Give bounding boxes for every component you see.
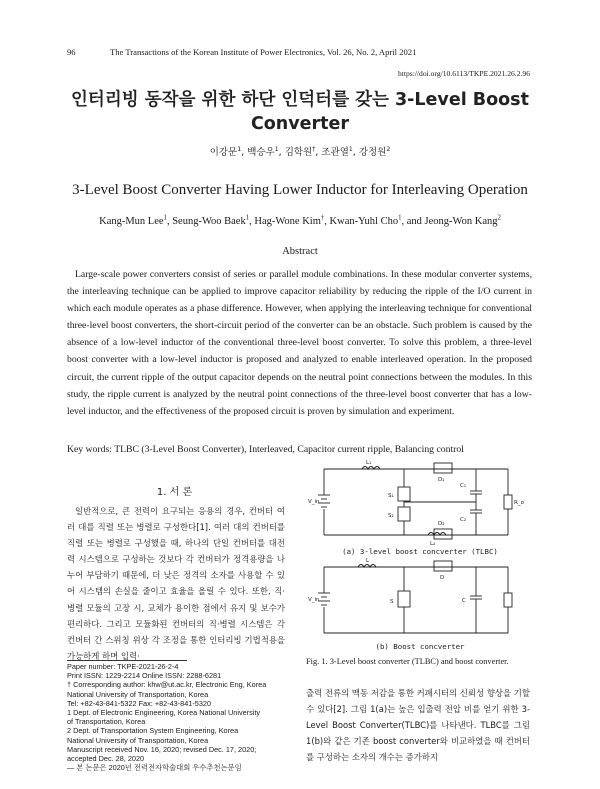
footnote-divider xyxy=(67,660,187,661)
footnote-line: of Transportation, Korea xyxy=(67,717,146,727)
label-l2: L₂ xyxy=(430,541,436,547)
tlbc-schematic xyxy=(318,463,512,539)
label-s: S xyxy=(390,599,394,605)
label-d1: D₁ xyxy=(438,477,445,483)
footnote-line: accepted Dec. 28, 2020 xyxy=(67,754,145,764)
abstract-text: Large-scale power converters consist of series or parallel module combinations. In these modular converter systems, the interleaving technique can be applied to improve capacitor reliability by reducing the ripple of the I/O current in which each module operates as a phase difference. However, when applying the interleaving technique for conventional three-level boost converters, the short-circuit period of the converter can be an obstacle. Such problem is caused by the absence of a low-level inductor of the conventional three-level boost converter. To solve this problem, a three-level boost converter with a low-level inductor is proposed and analyzed to enable interleaved operation. In the proposed circuit, the current ripple of the output capacitor depends on the neutral point connections between the modules. In this study, the ripple current is analyzed by the neutral point connections of the three-level boost converter that has a low-level inductor, and the effectiveness of the proposed circuit is proven by simulation and experiment. xyxy=(67,269,532,417)
label-v: V_in xyxy=(308,597,320,603)
author-ko: 백승우$^1$ xyxy=(247,145,279,158)
label-s2: S₂ xyxy=(388,513,394,519)
body-text-right: 출력 전류의 맥동 저감을 통한 커패시터의 신뢰성 향상을 기할 수 있다[2]. 그림 1(a)는 높은 입출력 전압 비를 얻기 위한 3-Level Boost Converter(TLBC)를 나타낸다. TLBC를 그림 1(b)와 같은 기존 boost converter와 비교하였을 때 컨버터를 구성하는 소자의 개수는 증가하지 xyxy=(306,688,530,763)
author-en: Kang-Mun Lee$^1$ xyxy=(99,214,167,227)
title-ko-line-2: Converter xyxy=(250,114,350,134)
author-ko: 이강문$^1$ xyxy=(209,145,242,158)
circuit-figure xyxy=(308,457,530,658)
page-number: 96 xyxy=(67,47,76,57)
author-en: Jeong-Won Kang$^2$ xyxy=(424,214,501,227)
footnote-line: Tel: +82-43-841-5322 Fax: +82-43-841-5320 xyxy=(67,698,212,708)
label-ro: R_o xyxy=(514,500,524,506)
doi-link[interactable]: https://doi.org/10.6113/TKPE.2021.26.2.96 xyxy=(397,69,530,78)
author-ko: 조관열$^1$ xyxy=(321,145,353,158)
keywords-text: TLBC (3-Level Boost Converter), Interleaved, Capacitor current ripple, Balancing control xyxy=(114,444,464,455)
figure-caption: Fig. 1. 3-Level boost converter (TLBC) and boost converter. xyxy=(306,657,509,666)
footnote-line: — 본 논문은 2020년 전력전자학술대회 우수추천논문임 xyxy=(67,763,242,773)
boost-labels xyxy=(308,558,466,605)
footnote-line: 1 Dept. of Electronic Engineering, Korea National University xyxy=(67,708,261,718)
authors-english: Kang-Mun Lee$^1$, Seung-Woo Baek$^1$, Hag-Wone Kim†, Kwan-Yuhl Cho$^1$, and Jeong-Won Kang$^2$ xyxy=(99,214,501,227)
author-ko: 김학원† xyxy=(284,145,316,158)
footnote-line: National University of Transportation, Korea xyxy=(67,735,209,745)
label-l1: L₁ xyxy=(366,460,372,466)
author-ko: 강정원$^2$ xyxy=(358,145,391,158)
abstract-heading: Abstract xyxy=(282,246,318,257)
paper-title-english: 3-Level Boost Converter Having Lower Inductor for Interleaving Operation xyxy=(72,182,528,198)
body-text-left: 일반적으로, 큰 전력이 요구되는 응용의 경우, 컨버터 여러 대를 직렬 또는 병렬로 구성한다[1]. 여러 대의 컨버터를 직렬 또는 병렬로 구성했을 때, 하나의 단일 컨버터를 대전력 시스템으로 구성하는 것보다 각 컨버터가 정격용량을 나누어 부담하기 때문에, 더 낮은 정격의 소자를 사용할 수 있어 시스템의 손실을 줄이고 효율을 올릴 수 있다. 또한, 직·병렬 모듈의 고장 시, 교체가 용이한 점에서 유지 및 보수가 편리하다. 그리고 모듈화된 컨버터의 직·병렬 시스템은 각 컨버터 간 스위칭 위상 각 조정을 통한 인터리빙 기법적용을 가능하게 하며 입력· xyxy=(67,506,285,661)
author-en: Hag-Wone Kim† xyxy=(254,214,325,227)
label-d: D xyxy=(440,575,445,581)
footnote-line: Manuscript received Nov. 16, 2020; revised Dec. 17, 2020; xyxy=(67,744,257,754)
footnote-line: Print ISSN: 1229-2214 Online ISSN: 2288-6281 xyxy=(67,671,222,681)
label-c2: C₂ xyxy=(460,517,467,523)
figure-subcaption-b: (b) Boost concverter xyxy=(375,642,465,651)
label-c1: C₁ xyxy=(460,483,467,489)
footnote-line: † Corresponding author: khw@ut.ac.kr, Electronic Eng, Korea xyxy=(67,680,267,690)
author-en: Seung-Woo Baek$^1$ xyxy=(172,214,250,227)
author-en: Kwan-Yuhl Cho$^1$ xyxy=(329,214,402,227)
label-s1: S₁ xyxy=(388,493,394,499)
footnotes xyxy=(67,662,292,772)
title-ko-line-1: 인터리빙 동작을 위한 하단 인덕터를 갖는 3-Level Boost xyxy=(71,90,529,110)
journal-header: The Transactions of the Korean Institute of Power Electronics, Vol. 26, No. 2, April 2021 xyxy=(110,47,417,57)
boost-schematic xyxy=(318,561,512,633)
figure-subcaption-a: (a) 3-level boost concverter (TLBC) xyxy=(342,547,498,556)
label-l: L xyxy=(366,558,370,564)
footnote-line: 2 Dept. of Transportation System Engineering, Korea xyxy=(67,726,239,736)
tlbc-labels xyxy=(308,460,525,547)
keywords-label: Key words: xyxy=(67,444,112,455)
footnote-line: National University of Transportation, Korea xyxy=(67,689,209,699)
footnote-line: Paper number: TKPE-2021-26-2-4 xyxy=(67,662,179,671)
authors-korean: 이강문$^1$, 백승우$^1$, 김학원†, 조관열$^1$, 강정원$^2$ xyxy=(209,145,391,158)
label-vin: V_in xyxy=(308,499,320,505)
label-c: C xyxy=(462,598,466,604)
paper-title-korean xyxy=(0,88,600,136)
section-title: 1. 서 론 xyxy=(156,487,193,498)
keywords xyxy=(67,444,537,455)
label-d2: D₂ xyxy=(438,521,445,527)
